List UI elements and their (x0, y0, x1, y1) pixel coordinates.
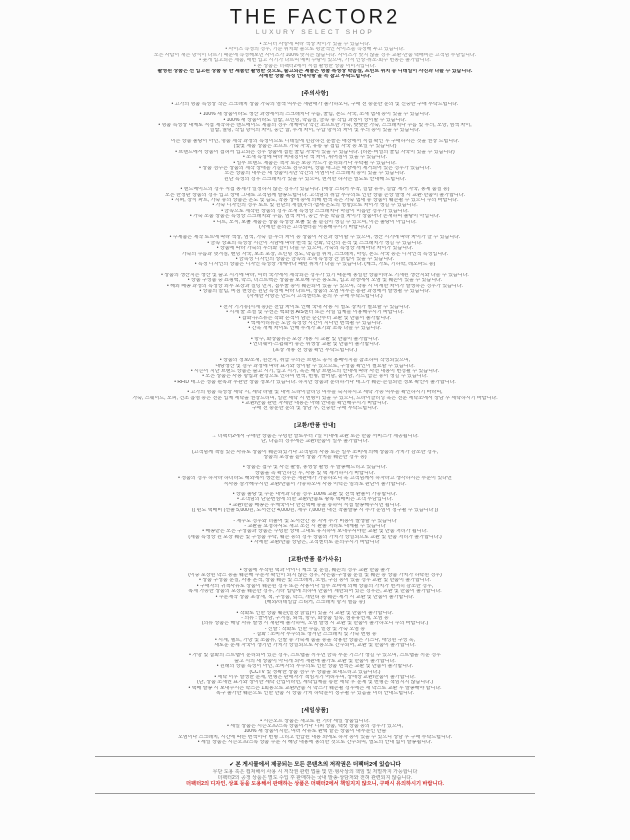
section-header: [세일상품] (301, 707, 329, 714)
notice-line: • 브랜드에서 상품이 접혀서 입고되는 경우 상품에 접힌 눌림 자국이 있을 수 있습니다. (리본·비닐의 눌림 자국이 있을 수 있습니다) (175, 149, 455, 155)
notice-line: • 니트, 모직, 보풀 제품은 상품 특성상 보풀 및 올 뜯김이 생길 수 있으며, 이는 불량이 아닙니다. (213, 219, 417, 225)
notice-paragraph (0, 465, 630, 487)
notice-line: 원단 특성의 경우 스크래치가 있을 수 있으며, 현저한 하자는 별도로 안내해 드립니다. (223, 176, 407, 182)
notice-paragraph (0, 337, 630, 353)
notice-line: • 수제품은 제작 로트에 따라 색상, 염색, 가죽 결·무늬 차이 등 상품이 사진과 상이할 수 있으며, 생산 시기에 따라 차이가 클 수 있습니다. (169, 235, 461, 241)
notice-line: 직사용 삼가해주시면 교환/반품이 가능하오며 사용 이력은 임의로 판단이 불가합니다. (223, 481, 407, 487)
notice-line: • 상품에 따라 가죽의 무늬와 결이 다를 수 있으며, 가죽의 특성상 개체마다 차이가 있습니다. (216, 246, 414, 252)
notice-paragraph (0, 273, 630, 300)
notice-line: • 세일 상품은 시즌오프/스톡 상품 주문 시 해당 내용에 동의한 것으로 간주되며, 별도의 안내 없이 발송됩니다. (197, 740, 433, 746)
notice-line: 상품을 꼭 확인하신 후, 사용 및 택 제거하시기 바랍니다. (254, 470, 376, 476)
section-header: [주의사항] (301, 90, 329, 97)
notice-line: (포장 개봉 전 상품 확인 부탁드립니다.) (272, 347, 358, 353)
notice-line: • 가방 및 잡화의 스트랩이 분리되어 있는 경우, 스트랩을 끼우면 금속 부분 기스가 생길 수 있으며, 스트랩을 끼운 경우 (189, 653, 441, 659)
notice-line: (해외/리테일급 스티커, 스크래치 방지 필름 등) (265, 600, 365, 606)
notice-line: 오염이나 스크래치, 시간에 따른 변색이나 변형 그리고 언급된 내용 외에도 하자 등이 있을 수 있으니 상담 후 구매 부탁드립니다. (177, 734, 453, 740)
notice-line: 가죽, 스웨이드, 모피, 건조 흡염 등은 전문 업체 세탁을 권장드리며, 일반 세탁 시 변형이 있을 수 있으니, 드라이클리닝 혹은 전문 세탁소에서 상담 후 세탁하시기 바랍니다. (132, 395, 498, 401)
notice-line: • 100% 새 상품이라도 생산 과정에서의 스크래치나 주름, 눌림, 본드 자국, 소재 냄새 등이 있을 수 있습니다. (199, 112, 431, 118)
notice-line: - 의류 : 늘어남, 구겨짐, 퇴색, 향수, 화장품 얼룩, 섬유유연제, 오염 등 (241, 615, 389, 621)
notice-line: • 전자 기기류(시계 등)는 전압 차이로 인해 국내 사용 시 별도 장치가 필요할 수 있습니다. (219, 304, 411, 310)
notice-line: • 상품 불량 및 주문 내역과 다를 경우 100% 교환 및 전액 환불이 가능합니다. (232, 492, 398, 497)
divider-bottom (95, 793, 535, 794)
notice-line: • 시계, 벨트, 가방 및 소품류, 신발 등 가죽제 품을 등을 착용한 상품은 기스나, 태닝된 구성 혹, (215, 637, 415, 643)
notice-line: • 금속성 디자인의 상품은 금속의 소재 특성상 잔 긁힘이 있을 수 있습니다. (235, 257, 395, 262)
notice-line: • 상품에 부착된 택과 아이디 체크 및 분실, 훼손의 경우 교환 반품 불가 (239, 567, 391, 573)
notice-line: • 금속으로 제작된 상품의 경우 소재 특성상 스크래치나 마감이 미흡한 경우가 있습니다. (221, 208, 409, 214)
notice-line: • 상품의 쓸림, 비침 현상은 원단 특성에 따라 다르며, 상품의 오염 여부는 통관 과정에서 발생될 수 있습니다. (199, 289, 431, 295)
notice-line: (단, 상품 소재권 표기와 상이한 세탁 간법이라면, 세탁업체를 통한 세탁 후 문제 및 변형은 책임지지 않습니다.) (196, 680, 434, 686)
notice-line: • 소재 특성에 따라 비대칭이나 색 차이, 휘어짐이 있을 수 있습니다. (242, 155, 387, 161)
notice-line: • 가죽 소품 상품은 특성상 스크래치와 주름, 염색 차이, 둥근 부분 박음질 차이가 상품마다 존재하며 불량이 아닙니다. (189, 214, 441, 220)
notice-line: • 고가의 명품 특성상 세탁 시, 세탁 라벨 및 내역 드라이클리닝 여부를 숙지하시고 세탁 가능 여부를 확인하시기 바라며, (187, 390, 443, 396)
notice-line: - 잡화 : 소비자 부주의로 생겨난 스크래치 및 가죽 변형 등 (253, 632, 377, 638)
notice-paragraph (0, 139, 630, 182)
notice-paragraph (0, 305, 630, 332)
notice-line: • 액세서리류는 도금 특성상 시간이 지나면 변색될 수 있습니다. (247, 321, 383, 327)
notice-line: 출고 시의 새 상품이 아니게 되어 재판매 불가로 교환 및 반품이 불가합니다. (234, 658, 396, 664)
notice-line: (( 편도 택배비 (선불 5,000원, 도서산간 4,000원, 제주 7,000원 대신 착불발송 시 추가 운임이 청구될 수 있습니다 )) (191, 508, 439, 514)
notice-line: • 택배 발송 시 보내주시는 박스는 1회용으로 교환/반품 시 박스가 훼손될 경우에는 새 박스로 교환 후 발송해야 합니다. (188, 685, 442, 691)
notice-line: (이중 포장된 박스 등을 훼손해 주문자 확인이 되지 않는 경우, 사은품·구성품 분실 및 훼손 등 상품 가치가 하락된 경우) (188, 573, 442, 579)
notice-line: • 상품의 생산지는 생산 및 출고 시기에 따라, 여러 국가에서 제작되는 경우가 있기 때문에 동일한 상품이라도 기재된 생산지와 다를 수 있습니다. (161, 272, 469, 278)
notice-line: • 고객님의 단순변심에 의한 교환/반품료 왕복 택배비는 고객 부담입니다. (237, 497, 393, 503)
notice-line: • 세일 상품은 시즌오프/스톡 상품이거나 디피 상품, 택컷 상품 등의 경우가 있으며, (227, 724, 403, 729)
notice-line: • 100% 새 상품이라도 실밥, 프린팅, 박음질, 금속 등 작업 과정이 상이할 수 있습니다. (223, 117, 407, 123)
notice-line: (고객님께 책임 있는 사유로 상품이 훼손되었거나 고객님의 사용 또는 일부 소비에 의해 상품의 가치가 감소한 경우, (191, 449, 439, 455)
notice-line: • RFID 태그는 정품 판독과 무관한 상품 정보가 있습니다. 하지만 상품과 분리하거나 태그가 훼손·손실되면 정보 확인이 불가합니다. (174, 379, 456, 385)
notice-paragraph (0, 568, 630, 606)
notice-line: • 상품 구성품 분실, 사용 흔적, 상품 훼손 및 스크래치, 오염, 구김 등이 있을 경우 교환 및 반품이 불가합니다. (199, 578, 431, 584)
notice-line: 촬영된 상품은 선 입고된 상품 중 한 제품만 촬영한 것으로, 출고되는 제품은 명품 특성상 박음질, 프린트 위치 등 디테일이 사진과 다를 수 있습니다. (157, 69, 473, 75)
notice-line: • 교환/반품 관련 자세한 내용은 아래 안내를 확인해주시기 바랍니다. (241, 400, 389, 406)
section-header: [교환/반품 불가사유] (288, 556, 342, 563)
notice-line: • 일부 브랜드 제품은 책자 또는 보증 카드가 분리되거나 누락될 수 있습니다. (233, 160, 397, 166)
notice-paragraph (0, 492, 630, 514)
notice-paragraph (0, 112, 630, 134)
notice-line: • 세탁 이후 발생한 문제, 변형은 판매자가 책임지기 어려우며, 상태상 교환/반품이 불가합니다. (214, 674, 416, 680)
notice-sections (0, 91, 630, 746)
notice-line: (자세한 사항은 반드시 고객센터로 문의 후 구매 부탁드립니다.) (247, 294, 383, 300)
notice-line: • 해외 배송 과정의 특성상 외부 포장과 실링 면지, 첨부물 등이 훼손되어 있을 수 있으며, 작동 시 미세한 차이가 발생하는 경우가 있습니다. (167, 283, 463, 289)
intro-notes (0, 42, 630, 80)
notice-line: • 시계 줄 조절 및 수선은 백화점 A/S센터 또는 사설 업체를 이용해주시기 바랍니다. (226, 310, 404, 316)
notice-section (0, 557, 630, 697)
notice-line: • 주문제작 상품 포장재, 책, 구성품, 박스, 개런티 등 훼손·제거 시 교환 및 반품이 불가합니다. (215, 594, 415, 600)
notice-line: 자세한 상품 특징 안내사항 을 꼭 참고 부탁드립니다. (258, 74, 372, 80)
notice-line: • 배송받은 모든 구성품과 상품은 수령한 상태 그대로 유지하여 보내주셔야만 교환 및 반품 처리가 됩니다. (202, 529, 428, 535)
notice-line: 새로운 문제 자국이 생기면 가치가 상실되므로 사용으로 간주되어, 교환 및 반품이 불가합니다. (214, 642, 416, 648)
notice-line: - 신발 : 착화로 인한 주름, 밑창 및 가죽 오염 등 (264, 626, 366, 632)
notice-paragraph (0, 390, 630, 412)
notice-line: • 모니터 사양에 따라 색상 차이가 있을 수 있습니다. (259, 42, 371, 47)
notice-paragraph (0, 450, 630, 461)
notice-line: 복구 불가한 훼손으로 인한 반품 시 상품 가치 하락분이 청구될 수 있음을 미리 안내드립니다. (215, 691, 415, 697)
notice-line: 가죽의 주름과 벗겨짐, 밴딩 자국, 보조 포장, 프린팅 정도, 박음질 위치, 스크래치, 마킹, 본드 자국 등은 디자인적 특성입니다. (181, 251, 449, 257)
notice-line: 모든 사람이 재는 방식이 다르기 때문에 측정해보면 사이즈가 100% 맞지는 않습니다. 사이즈가 맞지 않을 경우 교환·반품 택배비는 고객님 부담입니다. (153, 52, 477, 58)
notice-line: 이는 상품 불량이 아닌, 명품 제작 과정의 특성이므로 디테일에 민감하신 분들은 매장에서 직접 확인 후 구매하시는 것을 권장 드립니다. (170, 138, 460, 144)
notice-line: 모든 한정판 상품의 경우 입고 상태 그대로 고객님께 발송드립니다. 고객님의 취급 부주의로 인한 상품 손상 발생 시 교환·반품이 불가합니다. (165, 192, 465, 198)
notice-line: • 향수, 화장품류는 포장 개봉 시 교환 및 반품이 불가합니다. (250, 336, 380, 342)
notice-line: • 잡화·슈즈류는 착화 흔적이 남는 순간부터 교환 및 반품이 불가합니다. (238, 315, 392, 321)
notice-line: 구매 전 충분한 문의 및 상담 후, 신중한 구매 부탁드립니다. (251, 406, 379, 412)
notice-line: • 정품의 경우 하자라 하더라도 해외에서 생산된 경우는 재판매가 가능하오니 혹 고객님께서 하자라고 생각하시는 부분이 있다면 (178, 476, 452, 482)
notice-section (0, 423, 630, 546)
notice-line: (CCTV 및 정확한 상품 검수 후 상품을 보내드리고 있습니다.) (249, 669, 381, 675)
counterfeit-warning: 더팩터2의 디자인, 상표 등을 도용해서 판매하는 상품은 더팩터2에서 책임지지 않으니, 구매시 유의하시기 바랍니다. (186, 781, 444, 788)
notice-line: 대량생산 및 검수 과정에 따라 표기와 상이할 수 있으므로, 구성품 확인이 필요할 수 있습니다. (215, 363, 415, 369)
notice-paragraph (0, 611, 630, 649)
notice-line: 단, 다음의 경우에는 교환/반품이 일부 불가합니다. (261, 439, 369, 445)
notice-line: - 교환을 요청하셔도 재고 소진 시 환불 처리로 대체될 수 있습니다 (244, 524, 386, 530)
notice-section (0, 708, 630, 746)
section-header: [교환/반품 안내] (294, 422, 336, 429)
notice-line: - 제주도 경우와 더불어 및 도서산간 등 지역 추가 비용이 발생할 수 있습니다 (233, 518, 397, 524)
notice-line: (몇몇 제품 상품은 소프트 가죽 자국, 유통 중 접힘 자국 등 보일 수 있습니다) (233, 144, 397, 150)
divider-top (95, 756, 535, 757)
notice-line: 복제 가능한 상품의 포장을 훼손한 경우, 기타 법령에 의하여 반품이 제한되어 있는 경우는, 교환 및 반품이 불가합니다. (188, 589, 442, 595)
notice-line: • 언더웨어·스윔웨어 등은 위생상 교환 및 반품이 불가합니다. (249, 342, 381, 348)
notice-paragraph (0, 102, 630, 107)
copyright-line: ✔ 본 게시물에서 제공되는 모든 콘텐츠의 저작권은 더팩터2에 있습니다 (229, 761, 401, 768)
notice-line: • 상품은 접수 및 사진 촬영, 동영상 촬영 후 발송해드리고 있습니다. (242, 465, 387, 471)
notice-section (0, 91, 630, 412)
notice-line: • 시즌오프 상품은 재고로 된 기타 세일 상품입니다. (260, 718, 370, 724)
notice-paragraph (0, 434, 630, 445)
copyright-detail: 무단 도용 혹은 캡쳐해서 사용 시 저작권 관련 법률 및 민·형사상의 책임 및 처벌까지 가능합니다 (212, 768, 418, 775)
notice-line: • 가죽 디자인의 경우 로트 및 원단의 재질(무늬·냄새·온도의 영향)으로 차이가 생길 수 있습니다. (212, 203, 418, 209)
notice-line: • 고가의 명품 특성상 작은 스크래치 상품 가죽의 염색 여부는 재판매가 불가하오니, 구매 전 충분한 문의 및 신중한 구매 부탁드립니다. (171, 101, 459, 107)
notice-paragraph (0, 235, 630, 267)
notice-line: 상품의 포장을 뜯어 상품 가치를 훼손한 경우 등) (263, 454, 367, 460)
notice-line: • 특정 디자인의 상품은 디자인 특성상 개체마다 패턴 위치가 다를 수 있습니다. (체크, 가로, 기하학, 레오파드 등) (194, 262, 436, 268)
notice-paragraph (0, 719, 630, 746)
notice-line: • 모든 상품은 사용 방법과 환경으로 인하여 변색, 변형, 늘어남, 묻어남, 기스, 급손 등이 생길 수 있습니다. (202, 374, 428, 380)
shop-logo-title: THE FACTOR2 (229, 5, 401, 29)
notice-line: → 더팩터2에서 구매한 상품은 수령한 날로부터 7일 이내에 교환 또는 반품 서비스가 제공됩니다. (211, 433, 419, 439)
notice-line: • 핸드메이드의 경우 직접 봉제가 일정하지 않은 경우가 있습니다. (매장 스티커 부착, 실밥 유무, 실밥 제거 자국, 봉제 품질 등) (180, 187, 450, 193)
notice-line: • 금속 상표의 특성상 시간이 지남에 따라 변색 및 산화, 약간의 흔적 및 스크래치가 생길 수 있습니다. (207, 240, 423, 246)
notice-line: • 명품 특성상 대체로 직접 제작하는 핸드메이드 제품의 경우 개체마다 약간 소프트한 가죽, 빳빳한 가죽, 스크래치나 주름 및 무늬, 모양, 염색 차이, (158, 123, 472, 129)
notice-line: 실밥, 퀄팅, 작업 방식의 차이, 둥근 굽, 무게 차이, 수납 방식의 차이 및 무늬 등이 있을 수 있습니다. (209, 128, 421, 134)
notice-line: • 상품 검수는 상품의 제작 상태를 기준으로 검수되며, 상품 태그는 매장에서 제거되어 있는 경우가 있습니다. (199, 165, 431, 171)
notice-line: (의류 상품은 해당 사유 발생 시 재판매 불가하며, 오염 발생 시 교환 및 반품이 불가하오니 주의 바랍니다.) (201, 621, 429, 627)
notice-line: • 구매자의 귀책사유로 상품이 훼손된 경우 또는 사용이나 일부 소비에 의해 상품의 가치가 현저히 감소한 경우, (196, 583, 434, 589)
notice-line: • 시즌이 지난 브랜드 상품은 출고 시기, 입고 시기, 혹은 해당 브랜드의 안내에 따라 사전 내용이 변경될 수 있습니다. (190, 368, 440, 374)
shop-logo-subtitle: LUXURY SELECT SHOP (255, 29, 375, 36)
notice-line: • 상품 구성품 중 쇼핑백, 박스, 더스트백은 상품을 보호해 주는 용도로, 입고 과정에서 오염 및 훼손이 있을 수 있습니다. (187, 278, 443, 284)
notice-line: • 늦게 입고되는 제품, 매번 입고 시기가 다르며 예비 수량이 있으며, 가격 인상·취소·회수 변동은 불가합니다. (199, 58, 431, 64)
notice-line: • 지퍼, 장식 파트, 가죽 등의 상품은 온도 및 습도, 착용 상태 등에 의해 변색 혹은 가죽 냄새 등 상품이 훼손될 수 있으니 주의 바랍니다. (171, 197, 459, 203)
notice-line: 모든 상품의 내부는 새 상품이지만 약간의 이염이나 스크래치 등이 있을 수 있습니다. (224, 171, 406, 177)
notice-line: 100% 새 상품이지만, 여러 사유로 환랙 끝은 상품이 대부분인 만큼 (243, 729, 387, 735)
notice-line: • 원래의 상품 특성이 아닌, 소비자의 부주의로 인한 상품 변색은 교환 및 반품이 불가합니다. (216, 664, 414, 670)
copyright-detail: 더팩터2의 공정 상품은 별도 수입 후 판매하는 국내 발송·상담처와 전혀 관련되지 않습니다. (217, 774, 413, 781)
notice-paragraph (0, 358, 630, 385)
notice-line: • 상품의 정보/소재, 원산지, 취급 주의는 브랜드 공식 홈페이지를 참조하여 작성되었으며, (219, 358, 411, 364)
notice-line: • 자세한 교환/반품 상담은, 고객센터로 문의주시기 바랍니다 (250, 540, 380, 546)
notice-line: • 사이즈 측정의 경우, 기준 위치와 틀으로 평균적인 사이즈를 측정해 두고 있습니다. (225, 47, 405, 53)
notice-paragraph (0, 653, 630, 696)
notice-paragraph (0, 519, 630, 546)
notice-line: • 착화로 인한 상품 훼손(밑창 긁힘)이 있을 시 교환 및 반품이 불가합니다. (236, 610, 394, 616)
notice-line: • 간혹 개체 차이로 인해 무게가 표기와 소폭 다를 수 있습니다. (248, 326, 382, 332)
shop-logo (0, 7, 630, 36)
copyright-footer (0, 756, 630, 794)
notice-paragraph (0, 187, 630, 230)
notice-line: (자세한 문의는 고객센터를 이용해주시기 바랍니다.) (259, 224, 371, 230)
notice-line: (제품 특성상 원 포장 훼손 및 구성품 누락, 훼손 등의 경우 상품의 가치가 상실되므로 교환 및 반품 처리가 불가합니다.) (188, 534, 442, 540)
notice-line: • 교환/반품 배송은 우체국이나 한진택배 등을 통하여 직접 발송해주시면 됩니다. (229, 502, 401, 508)
notice-line: • 본 상품은 더팩터2에서 직접 촬영한 상품 이미지입니다. (254, 63, 376, 69)
